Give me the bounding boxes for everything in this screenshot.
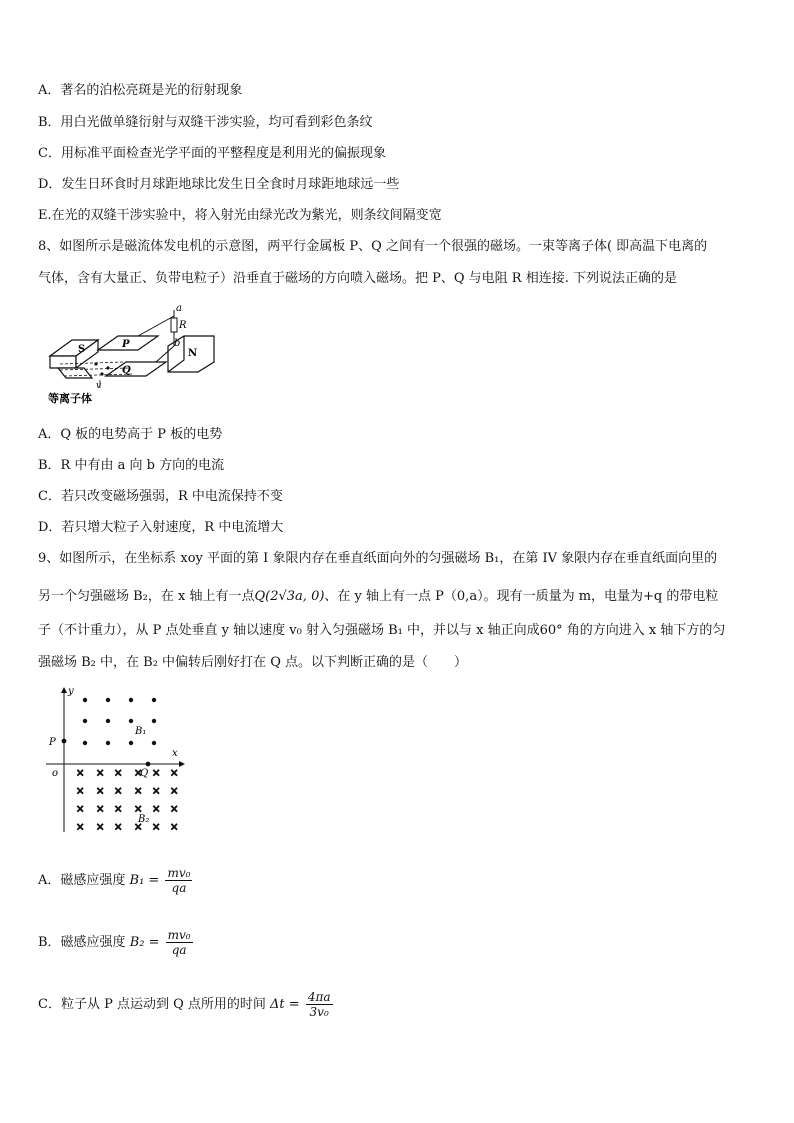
q9-label-b2: B₂ xyxy=(138,814,150,825)
q7-option-d: D．发生日环食时月球距地球比发生日全食时月球距地球远一些 xyxy=(38,177,400,192)
q7-option-a: A．著名的泊松亮斑是光的衍射现象 xyxy=(38,83,243,98)
q9-label-p: P xyxy=(49,737,56,748)
q8-label-n: N xyxy=(188,348,198,359)
q9-label-y: y xyxy=(68,686,74,697)
svg-text:×: × xyxy=(76,804,85,815)
q9-stem-line4: 强磁场 B₂ 中，在 B₂ 中偏转后刚好打在 Q 点。以下判断正确的是（ ） xyxy=(38,655,467,670)
q8-stem-line1: 8、如图所示是磁流体发电机的示意图，两平行金属板 P、Q 之间有一个很强的磁场。一束等离子体( 即高温下电离的 xyxy=(38,239,708,254)
q8-label-a: a xyxy=(176,303,182,314)
svg-text:×: × xyxy=(170,768,179,779)
svg-text:×: × xyxy=(114,804,123,815)
q9-option-b-denominator: qa xyxy=(171,943,187,957)
svg-text:×: × xyxy=(170,822,179,833)
q9-stem-line2-part-b: 、在 y 轴上有一点 P（0,a）。现有一质量为 m，电量为+q 的带电粒 xyxy=(324,589,719,604)
svg-text:×: × xyxy=(134,768,143,779)
q9-option-b-lhs: B₂ = xyxy=(129,935,160,950)
q9-option-a-fraction xyxy=(165,866,192,895)
q9-option-c-text: C．粒子从 P 点运动到 Q 点所用的时间 xyxy=(38,997,266,1012)
q9-option-b-text: B．磁感应强度 xyxy=(38,935,126,950)
q8-label-b: b xyxy=(174,338,181,349)
q9-point-q-coordinate: Q(2√3a, 0) xyxy=(254,589,325,604)
q8-option-b: B．R 中有由 a 向 b 方向的电流 xyxy=(38,458,225,473)
q8-label-r: R xyxy=(179,320,187,331)
q7-option-e: E.在光的双缝干涉实验中，将入射光由绿光改为紫光，则条纹间隔变宽 xyxy=(38,208,442,223)
svg-text:×: × xyxy=(96,786,105,797)
q8-figure-caption: 等离子体 xyxy=(48,392,92,405)
q9-option-a-denominator: qa xyxy=(171,881,187,895)
q9-label-o: o xyxy=(52,768,59,779)
svg-text:×: × xyxy=(114,768,123,779)
q9-option-a xyxy=(38,866,192,895)
svg-text:×: × xyxy=(114,822,123,833)
q9-stem-line2-part-a: 另一个匀强磁场 B₂，在 x 轴上有一点 xyxy=(38,589,255,604)
q9-label-x: x xyxy=(172,748,178,759)
svg-text:×: × xyxy=(134,822,143,833)
svg-text:×: × xyxy=(134,786,143,797)
q9-option-c-numerator: 4πa xyxy=(307,990,331,1004)
q9-stem-line1: 9、如图所示，在坐标系 xoy 平面的第 I 象限内存在垂直纸面向外的匀强磁场 B₁，在第 IV 象限内存在垂直纸面向里的 xyxy=(38,551,718,566)
q8-label-v: v xyxy=(96,381,102,391)
q9-label-b1: B₁ xyxy=(135,726,147,737)
q9-option-a-lhs: B₁ = xyxy=(129,873,160,888)
q8-option-d: D．若只增大粒子入射速度，R 中电流增大 xyxy=(38,520,284,535)
q8-label-s: S xyxy=(78,344,86,355)
svg-text:×: × xyxy=(76,822,85,833)
svg-text:×: × xyxy=(170,786,179,797)
q9-option-c-fraction xyxy=(306,990,333,1019)
svg-text:×: × xyxy=(96,768,105,779)
q9-option-c xyxy=(38,990,333,1019)
q8-mhd-generator-figure xyxy=(38,302,218,410)
svg-text:×: × xyxy=(152,804,161,815)
q9-option-a-numerator: mv₀ xyxy=(167,866,191,880)
q8-label-p: P xyxy=(122,339,130,350)
svg-text:×: × xyxy=(170,804,179,815)
svg-text:×: × xyxy=(96,804,105,815)
q9-option-a-text: A．磁感应强度 xyxy=(38,873,126,888)
q9-option-c-denominator: 3v₀ xyxy=(309,1005,329,1019)
q7-option-b: B．用白光做单缝衍射与双缝干涉实验，均可看到彩色条纹 xyxy=(38,115,373,130)
q9-option-b-numerator: mv₀ xyxy=(167,928,191,942)
q8-option-a: A．Q 板的电势高于 P 板的电势 xyxy=(38,427,223,442)
q7-option-c: C．用标准平面检查光学平面的平整程度是利用光的偏振现象 xyxy=(38,146,386,161)
q8-label-q: Q xyxy=(122,365,131,376)
svg-text:×: × xyxy=(152,768,161,779)
svg-text:×: × xyxy=(152,822,161,833)
svg-text:×: × xyxy=(76,786,85,797)
svg-text:×: × xyxy=(152,786,161,797)
q8-stem-line2: 气体，含有大量正、负带电粒子）沿垂直于磁场的方向喷入磁场。把 P、Q 与电阻 R 相连接. 下列说法正确的是 xyxy=(38,271,677,286)
q8-option-c: C．若只改变磁场强弱，R 中电流保持不变 xyxy=(38,489,283,504)
q9-option-b xyxy=(38,928,193,957)
svg-text:×: × xyxy=(134,804,143,815)
svg-text:×: × xyxy=(76,768,85,779)
svg-text:×: × xyxy=(96,822,105,833)
q9-option-b-fraction xyxy=(166,928,193,957)
q9-stem-line2 xyxy=(38,588,718,606)
q9-coordinate-field-figure xyxy=(42,682,192,837)
q9-label-q: Q xyxy=(140,768,149,779)
svg-text:×: × xyxy=(114,786,123,797)
q9-option-c-lhs: Δt = xyxy=(270,997,300,1012)
q9-stem-line3: 子（不计重力），从 P 点处垂直 y 轴以速度 v₀ 射入匀强磁场 B₁ 中，并以与 x 轴正向成60° 角的方向进入 x 轴下方的匀 xyxy=(38,623,726,638)
